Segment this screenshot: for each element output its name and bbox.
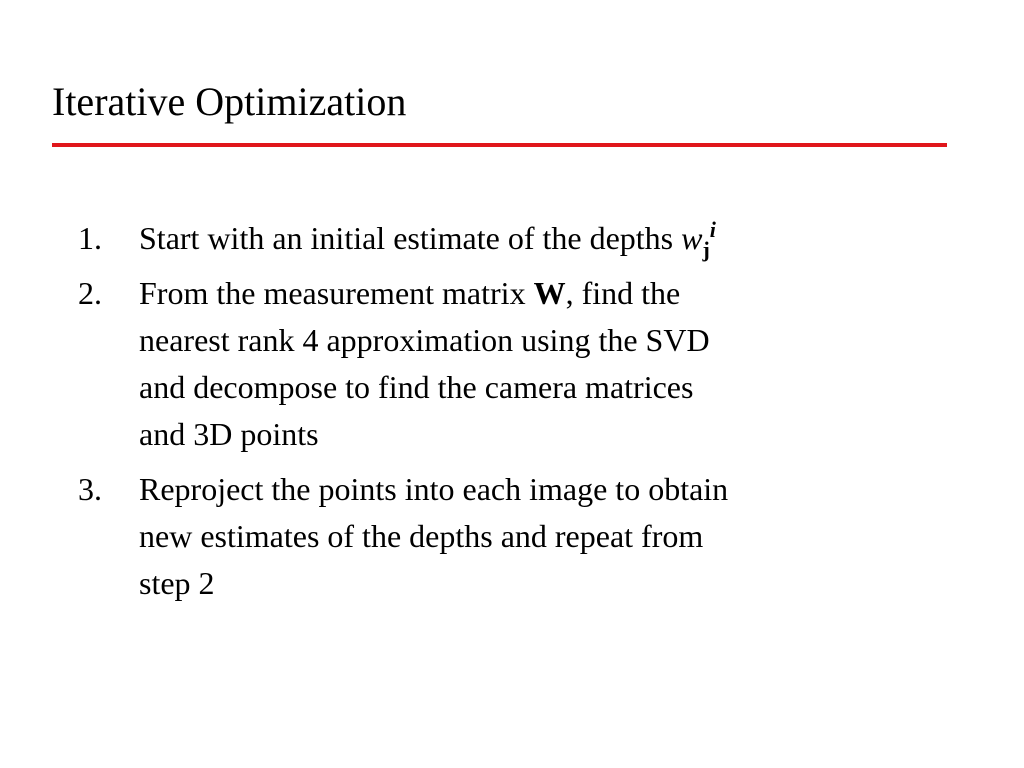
step-line (139, 215, 878, 262)
step-line-text: From the measurement matrix (139, 275, 534, 311)
step-line: step 2 (139, 565, 215, 601)
depth-variable-subscript: j (702, 237, 710, 262)
step-text (139, 466, 878, 607)
step-number: 3. (78, 471, 102, 507)
step-number: 1. (78, 220, 102, 256)
step-item-1 (78, 215, 878, 262)
step-line-text: , find the (565, 275, 681, 311)
slide-title: Iterative Optimization (52, 79, 407, 124)
step-line-text: Start with an initial estimate of the depths (139, 220, 682, 256)
step-line: new estimates of the depths and repeat from (139, 518, 704, 554)
step-line: Reproject the points into each image to obtain (139, 471, 729, 507)
step-text (139, 270, 878, 458)
step-item-3 (78, 466, 878, 607)
matrix-symbol: W (533, 275, 566, 311)
step-line: and 3D points (139, 416, 319, 452)
depth-variable-superscript: i (709, 217, 716, 242)
step-line: and decompose to find the camera matrices (139, 369, 694, 405)
step-number: 2. (78, 275, 102, 311)
step-text (139, 215, 878, 262)
step-line: nearest rank 4 approximation using the SVD (139, 322, 710, 358)
depth-variable-base: w (681, 220, 703, 256)
depth-variable (681, 217, 716, 262)
steps-list (78, 215, 878, 615)
step-item-2 (78, 270, 878, 458)
step-line (139, 270, 878, 317)
title-underline (52, 143, 947, 147)
